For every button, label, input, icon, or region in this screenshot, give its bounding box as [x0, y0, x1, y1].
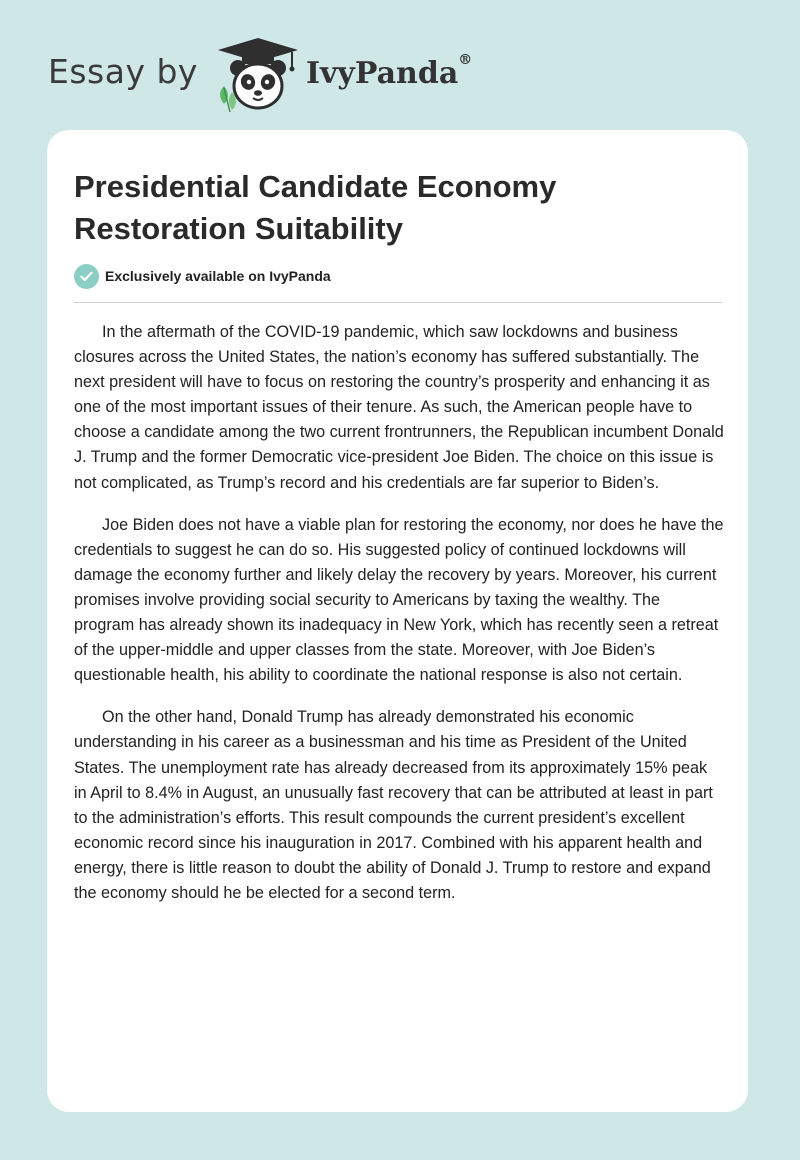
brand-name[interactable]: [305, 51, 473, 91]
divider: [74, 302, 722, 303]
page-title: Presidential Candidate Economy Restoration Suitability: [74, 169, 557, 246]
paragraph: In the aftermath of the COVID-19 pandemic, which saw lockdowns and business closures across the United States, the nation’s economy has suffered substantially. The next president will have to focus on restoring the country’s prosperity and enhancing it as one of the most important issues of their tenure. As such, the American people have to choose a candidate among the two current frontrunners, the Republican incumbent Donald J. Trump and the former Democratic vice-president Joe Biden. The choice on this issue is not complicated, as Trump’s record and his credentials are far superior to Biden’s.: [74, 323, 724, 492]
paragraph: Joe Biden does not have a viable plan for restoring the economy, nor does he have the credentials to suggest he can do so. His suggested policy of continued lockdowns will damage the economy further and likely delay the recovery by years. Moreover, his current promises involve providing social security to Americans by taxing the wealthy. The program has already shown its inadequacy in New York, which has recently seen a retreat of the upper-middle and upper classes from the state. Moreover, with Joe Biden’s questionable health, his ability to coordinate the national response is also not certain.: [74, 515, 724, 685]
essay-body: [74, 320, 724, 923]
essay-card: [47, 130, 748, 1112]
exclusive-badge: [74, 263, 331, 289]
paragraph: On the other hand, Donald Trump has already demonstrated his economic understanding in his career as a businessman and his time as President of the United States. The unemployment rate has already decreased from its approximately 15% peak in April to 8.4% in August, an unusually fast recovery that can be attributed at least in part to the administration’s efforts. This result compounds the current president’s excellent economic record since his inauguration in 2017. Combined with his apparent health and energy, there is little reason to doubt the ability of Donald J. Trump to restore and expand the economy should he be elected for a second term.: [74, 708, 713, 902]
registered-mark: ®: [458, 51, 473, 68]
check-icon: [74, 264, 99, 289]
site-header: [48, 34, 472, 114]
brand-text: IvyPanda: [305, 55, 459, 91]
exclusive-label: Exclusively available on IvyPanda: [105, 268, 331, 284]
essay-by-label: Essay by: [48, 51, 198, 91]
panda-logo-icon[interactable]: [214, 34, 302, 114]
